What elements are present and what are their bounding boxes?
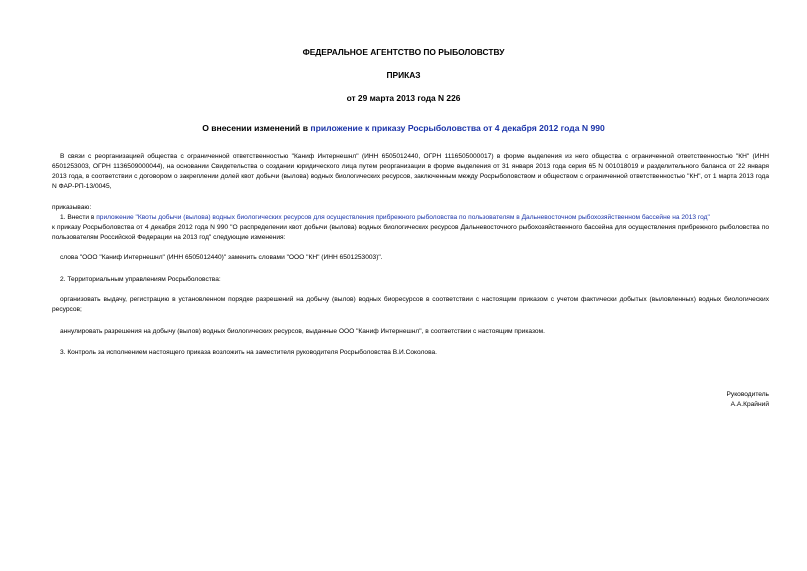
item-1-paragraph <box>52 213 769 243</box>
item-2-paragraph: 2. Территориальным управлениям Росрыболовства: <box>60 276 221 283</box>
item-3-paragraph: 3. Контроль за исполнением настоящего приказа возложить на заместителя руководителя Росрыболовства В.И.Соколова. <box>60 349 437 356</box>
document-date-number: от 29 марта 2013 года N 226 <box>346 93 461 103</box>
item-1-rest: к приказу Росрыболовства от 4 декабря 2012 года N 990 "О распределении квот добычи (вылова) водных биологических ресурсов Дальневосточного рыбохозяйственного бассейна для осуществления прибрежного рыболовства по пользователям Российской Федерации на 2013 год" следующие изменения: <box>52 224 769 241</box>
order-word: приказываю: <box>52 204 92 211</box>
item-1-change: слова "ООО "Каниф Интернешнл" (ИНН 6505012440)" заменить словами "ООО "КН" (ИНН 6501253003)". <box>60 254 383 261</box>
signatory-name: А.А.Крайний <box>730 401 769 408</box>
agency-name: ФЕДЕРАЛЬНОЕ АГЕНТСТВО ПО РЫБОЛОВСТВУ <box>302 47 505 57</box>
item-1-link[interactable]: приложение "Квоты добычи (вылова) водных биологических ресурсов для осуществления прибрежного рыболовства по пользователям в Дальневосточном рыбохозяйственном бассейне на 2013 год" <box>96 214 710 221</box>
item-1-prefix: 1. Внести в <box>60 214 97 221</box>
item-1-first-line <box>60 214 710 221</box>
signatory-position: Руководитель <box>726 391 769 398</box>
item-2b-paragraph: аннулировать разрешения на добычу (вылов) водных биологических ресурсов, выданные ООО "Каниф Интернешнл", в соответствии с настоящим приказом. <box>60 328 545 335</box>
item-2a-paragraph: организовать выдачу, регистрацию в установленном порядке разрешений на добычу (вылов) водных биоресурсов в соответствии с настоящим приказом с учетом фактически добытых (выловленных) водных биологических ресурсов; <box>52 296 769 313</box>
document-type: ПРИКАЗ <box>386 70 421 80</box>
preamble-paragraph: В связи с реорганизацией общества с ограниченной ответственностью "Каниф Интернешнл" (ИНН 6505012440, ОГРН 1116505000017) в форме выделения из него общества с ограниченной ответственностью "КН" (ИНН 6501253003, ОГРН 1136509000044), на основании Свидетельства о создании юридического лица путем реорганизации в форме выделения от 31 января 2013 года серия 65 N 001018019 и разделительного баланса от 22 января 2013 года, в соответствии с договором о закреплении долей квот добычи (вылова) водных биологических ресурсов, заключенным между Росрыболовством и обществом с ограниченной ответственностью "КН", от 1 марта 2013 года N ФАР-РП-13/0045, <box>52 153 769 190</box>
title-prefix: О внесении изменений в <box>202 123 311 133</box>
document-title <box>0 123 807 133</box>
title-link[interactable]: приложение к приказу Росрыболовства от 4 декабря 2012 года N 990 <box>310 123 605 133</box>
